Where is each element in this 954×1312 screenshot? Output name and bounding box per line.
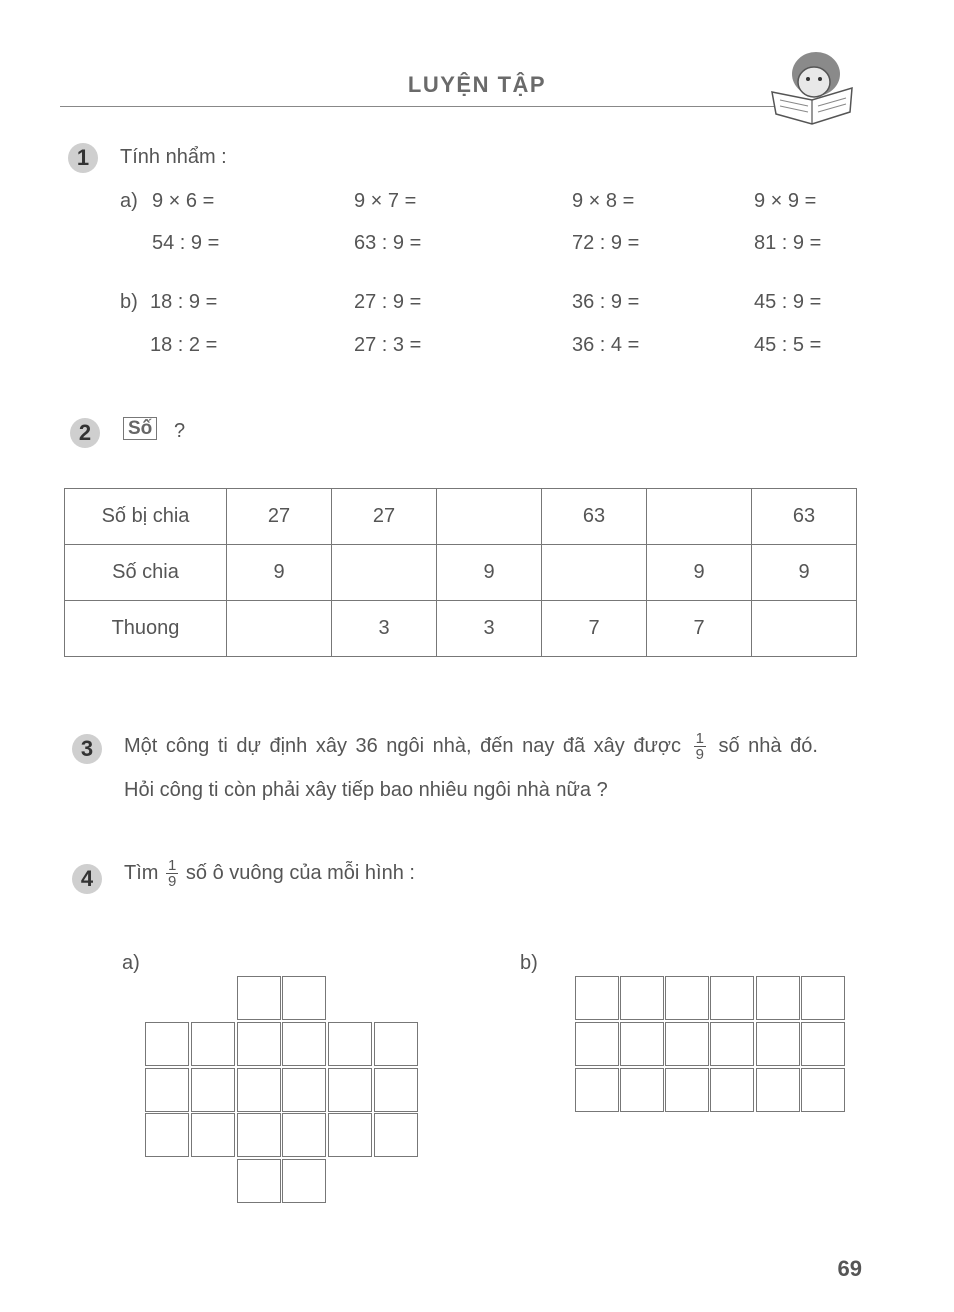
grid-square [620, 1068, 664, 1112]
fraction-numerator: 1 [168, 857, 177, 874]
ex1-expr: 9 × 7 = [354, 190, 417, 212]
table-cell: 7 [647, 601, 752, 657]
grid-square [237, 1022, 281, 1066]
grid-square [237, 976, 281, 1020]
grid-square [665, 1068, 709, 1112]
table-row [65, 545, 857, 601]
ex1-expr: 27 : 9 = [354, 291, 422, 313]
so-box-label [123, 418, 157, 440]
ex4-fraction [166, 858, 178, 889]
ex3-text-start: Một công ti dự định xây 36 ngôi nhà, đến nay đã xây được [124, 734, 681, 757]
grid-square [801, 1022, 845, 1066]
table-cell: 9 [227, 545, 332, 601]
row-header: Số chia [65, 545, 227, 601]
grid-square [575, 1068, 619, 1112]
ex2-question-mark: ? [174, 420, 186, 442]
fraction-denominator: 9 [695, 746, 704, 763]
ex1-expr: 9 × 9 = [754, 190, 817, 212]
grid-square [801, 976, 845, 1020]
table-cell: 3 [332, 601, 437, 657]
grid-square [282, 1068, 326, 1112]
ex3-line1 [124, 731, 818, 762]
grid-square [191, 1068, 235, 1112]
table-cell [227, 601, 332, 657]
ex1-expr: 18 : 2 = [150, 334, 218, 356]
grid-square [282, 1159, 326, 1203]
exercise-4-badge: 4 [72, 864, 102, 894]
table-cell [437, 489, 542, 545]
ex1-expr: 18 : 9 = [150, 291, 218, 313]
grid-square [756, 1022, 800, 1066]
title-rule [60, 106, 790, 107]
table-cell: 63 [752, 489, 857, 545]
grid-square [237, 1113, 281, 1157]
grid-square [282, 1113, 326, 1157]
ex4-instruction [124, 858, 415, 889]
grid-square [665, 976, 709, 1020]
ex1-expr: 36 : 4 = [572, 334, 640, 356]
table-cell: 3 [437, 601, 542, 657]
exercise-1-instruction: Tính nhẩm : [120, 146, 227, 168]
grid-square [710, 976, 754, 1020]
table-cell [647, 489, 752, 545]
grid-square [801, 1068, 845, 1112]
ex1-label-b: b) [120, 291, 138, 313]
table-cell: 27 [332, 489, 437, 545]
table-cell: 9 [437, 545, 542, 601]
exercise-1-badge: 1 [68, 143, 98, 173]
grid-square [620, 1022, 664, 1066]
grid-square [237, 1159, 281, 1203]
grid-square [756, 1068, 800, 1112]
ex1-expr: 45 : 9 = [754, 291, 822, 313]
ex1-expr: 72 : 9 = [572, 232, 640, 254]
grid-square [191, 1022, 235, 1066]
grid-square [620, 976, 664, 1020]
ex4-label-a: a) [122, 952, 140, 974]
grid-square [328, 1022, 372, 1066]
ex1-expr: 54 : 9 = [152, 232, 220, 254]
table-cell: 7 [542, 601, 647, 657]
ex4-label-b: b) [520, 952, 538, 974]
exercise-3-badge: 3 [72, 734, 102, 764]
figure-a-grid [145, 976, 421, 1206]
grid-square [374, 1068, 418, 1112]
table-cell: 9 [647, 545, 752, 601]
ex3-fraction [694, 731, 706, 762]
table-cell [332, 545, 437, 601]
grid-square [665, 1022, 709, 1066]
ex1-expr: 36 : 9 = [572, 291, 640, 313]
ex4-text-start: Tìm [124, 861, 159, 884]
exercise-2-badge: 2 [70, 418, 100, 448]
ex1-expr: 9 × 6 = [152, 190, 215, 212]
grid-square [328, 1068, 372, 1112]
grid-square [282, 1022, 326, 1066]
grid-square [374, 1022, 418, 1066]
table-cell: 27 [227, 489, 332, 545]
ex1-expr: 81 : 9 = [754, 232, 822, 254]
grid-square [145, 1068, 189, 1112]
grid-square [575, 1022, 619, 1066]
grid-square [328, 1113, 372, 1157]
grid-square [145, 1113, 189, 1157]
table-row [65, 601, 857, 657]
grid-square [145, 1022, 189, 1066]
table-row [65, 489, 857, 545]
ex1-label-a: a) [120, 190, 138, 212]
grid-square [374, 1113, 418, 1157]
row-header: Số bị chia [65, 489, 227, 545]
grid-square [575, 976, 619, 1020]
ex4-text-end: số ô vuông của mỗi hình : [185, 861, 415, 884]
grid-square [191, 1113, 235, 1157]
fraction-denominator: 9 [168, 873, 177, 890]
ex3-text-end: số nhà đó. [718, 734, 818, 757]
ex1-expr: 9 × 8 = [572, 190, 635, 212]
table-cell: 63 [542, 489, 647, 545]
table-cell: 9 [752, 545, 857, 601]
grid-square [710, 1068, 754, 1112]
ex1-expr: 63 : 9 = [354, 232, 422, 254]
grid-square [237, 1068, 281, 1112]
table-cell [542, 545, 647, 601]
page-title: LUYỆN TẬP [407, 72, 547, 97]
ex1-expr: 45 : 5 = [754, 334, 822, 356]
reading-boy-illustration-icon [762, 30, 862, 130]
grid-square [756, 976, 800, 1020]
table-cell [752, 601, 857, 657]
fraction-numerator: 1 [695, 730, 704, 747]
grid-square [282, 976, 326, 1020]
so-box: Số [123, 417, 157, 440]
division-table [64, 488, 857, 657]
figure-b-grid [575, 976, 849, 1116]
ex1-expr: 27 : 3 = [354, 334, 422, 356]
page-number: 69 [837, 1256, 862, 1281]
ex3-line2: Hỏi công ti còn phải xây tiếp bao nhiêu ngôi nhà nữa ? [124, 779, 608, 801]
row-header: Thuong [65, 601, 227, 657]
grid-square [710, 1022, 754, 1066]
